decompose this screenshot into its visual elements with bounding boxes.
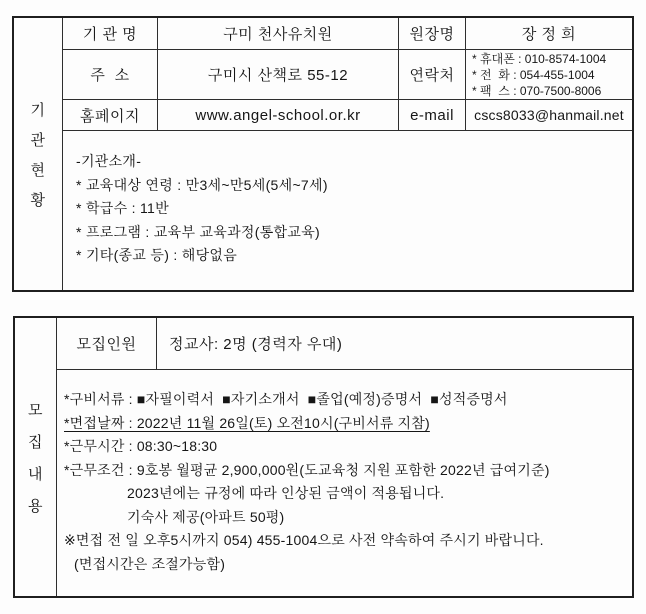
contact-value xyxy=(466,50,632,100)
org-name-label: 기 관 명 xyxy=(63,18,158,50)
section-char: 현 xyxy=(30,161,46,179)
director-value: 장 정 희 xyxy=(466,18,632,50)
contact-mobile: * 휴대폰 : 010-8574-1004 xyxy=(472,51,607,66)
detail-salary-note: 2023년에는 규정에 따라 인상된 금액이 적용됩니다. xyxy=(127,485,445,501)
address-label: 주 소 xyxy=(63,50,158,100)
section-char: 황 xyxy=(30,191,46,209)
detail-time-adjustable-note: (면접시간은 조절가능함) xyxy=(74,555,226,572)
org-intro-block xyxy=(63,131,632,290)
email-value: cscs8033@hanmail.net xyxy=(466,100,632,131)
section-char: 용 xyxy=(28,497,43,515)
headcount-value: 정교사: 2명 (경력자 우대) xyxy=(157,318,632,370)
org-intro-age: * 교육대상 연령 : 만3세~만5세(5세~7세) xyxy=(76,176,328,193)
contact-fax: * 팩 스 : 070-7500-8006 xyxy=(472,83,602,98)
detail-work-conditions: *근무조건 : 9호봉 월평균 2,900,000원(도교육청 지원 포함한 2022년 급여기준) xyxy=(64,461,550,478)
contact-label: 연락처 xyxy=(399,50,466,100)
section-char: 관 xyxy=(30,131,46,149)
director-label: 원장명 xyxy=(399,18,466,50)
recruit-table xyxy=(13,316,634,598)
section-char: 모 xyxy=(28,401,43,419)
org-intro-classes: * 학급수 : 11반 xyxy=(76,200,169,216)
section-label-organization xyxy=(14,18,63,290)
homepage-value: www.angel-school.or.kr xyxy=(158,100,399,131)
recruit-details-block xyxy=(57,370,632,596)
detail-appointment-note: ※면접 전 일 오후5시까지 054) 455-1004으로 사전 약속하여 주시기 바랍니다. xyxy=(64,532,544,548)
org-name-value: 구미 천사유치원 xyxy=(158,18,399,50)
detail-dormitory: 기숙사 제공(아파트 50평) xyxy=(127,508,285,525)
section-char: 기 xyxy=(30,101,46,119)
headcount-label: 모집인원 xyxy=(57,318,157,370)
section-label-recruit xyxy=(15,318,57,596)
detail-required-documents: *구비서류 : ■자필이력서 ■자기소개서 ■졸업(예정)증명서 ■성적증명서 xyxy=(64,391,508,407)
address-value: 구미시 산책로 55-12 xyxy=(158,50,399,100)
organization-table xyxy=(12,16,634,292)
org-intro-religion: * 기타(종교 등) : 해당없음 xyxy=(76,247,238,263)
detail-work-hours: *근무시간 : 08:30~18:30 xyxy=(64,438,218,454)
detail-interview-date: *면접날짜 : 2022년 11월 26일(토) 오전10시(구비서류 지참) xyxy=(64,414,430,431)
org-intro-program: * 프로그램 : 교육부 교육과정(통합교육) xyxy=(76,223,320,240)
section-char: 집 xyxy=(28,433,43,451)
email-label: e-mail xyxy=(399,100,466,131)
section-char: 내 xyxy=(28,465,43,483)
org-intro-title: -기관소개- xyxy=(76,153,142,169)
homepage-label: 홈페이지 xyxy=(63,100,158,131)
contact-phone: * 전 화 : 054-455-1004 xyxy=(472,67,595,82)
